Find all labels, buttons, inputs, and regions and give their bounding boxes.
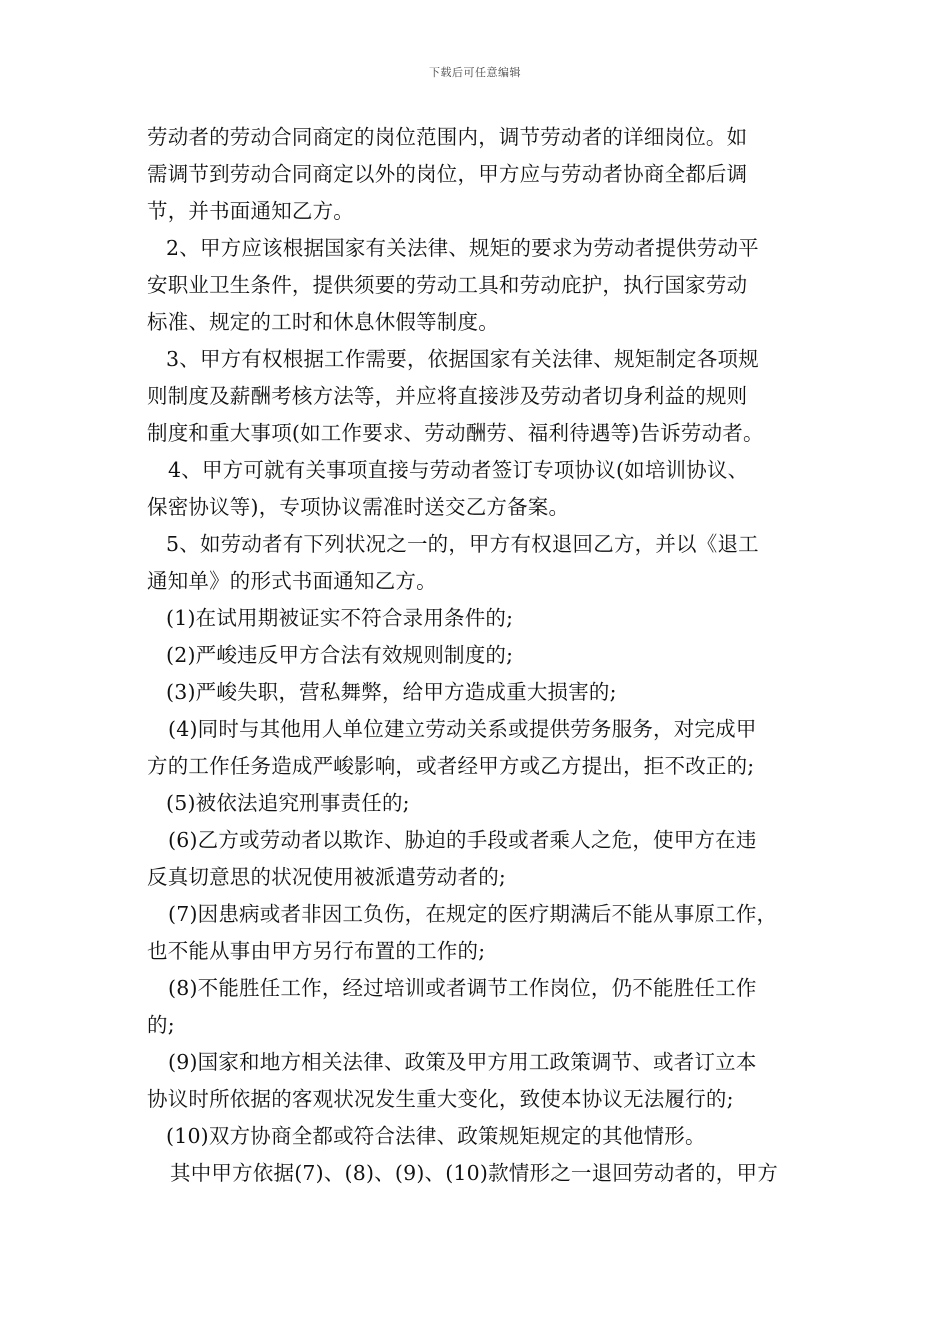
body-line: 劳动者的劳动合同商定的岗位范围内，调节劳动者的详细岗位。如 <box>147 125 748 149</box>
body-line: 保密协议等)，专项协议需准时送交乙方备案。 <box>147 495 570 519</box>
body-line: 方的工作任务造成严峻影响，或者经甲方或乙方提出，拒不改正的; <box>147 754 755 778</box>
body-line: 通知单》的形式书面通知乙方。 <box>147 569 437 593</box>
body-line: 则制度及薪酬考核方法等，并应将直接涉及劳动者切身利益的规则 <box>147 384 748 408</box>
body-line: 节，并书面通知乙方。 <box>147 199 354 223</box>
body-line: 4、甲方可就有关事项直接与劳动者签订专项协议(如培训协议、 <box>168 458 749 482</box>
body-line: (3)严峻失职，营私舞弊，给甲方造成重大损害的; <box>166 680 617 704</box>
body-line: (7)因患病或者非因工负伤，在规定的医疗期满后不能从事原工作， <box>168 902 778 926</box>
body-line: 协议时所依据的客观状况发生重大变化，致使本协议无法履行的; <box>147 1087 734 1111</box>
body-line: (1)在试用期被证实不符合录用条件的; <box>166 606 514 630</box>
body-line: 2、甲方应该根据国家有关法律、规矩的要求为劳动者提供劳动平 <box>166 236 759 260</box>
body-line: (4)同时与其他用人单位建立劳动关系或提供劳务服务，对完成甲 <box>168 717 757 741</box>
body-line: 其中甲方依据(7)、(8)、(9)、(10)款情形之一退回劳动者的，甲方 <box>170 1161 778 1185</box>
body-line: (5)被依法追究刑事责任的; <box>166 791 410 815</box>
body-line: (2)严峻违反甲方合法有效规则制度的; <box>166 643 514 667</box>
body-line: (8)不能胜任工作，经过培训或者调节工作岗位，仍不能胜任工作 <box>168 976 757 1000</box>
body-line: 标准、规定的工时和休息休假等制度。 <box>147 310 499 334</box>
body-line: 需调节到劳动合同商定以外的岗位，甲方应与劳动者协商全都后调 <box>147 162 748 186</box>
page-header: 下载后可任意编辑 <box>429 66 521 79</box>
body-line: 安职业卫生条件，提供须要的劳动工具和劳动庇护，执行国家劳动 <box>147 273 748 297</box>
body-line: 反真切意思的状况使用被派遣劳动者的; <box>147 865 507 889</box>
body-line: 制度和重大事项(如工作要求、劳动酬劳、福利待遇等)告诉劳动者。 <box>147 421 764 445</box>
body-line: (9)国家和地方相关法律、政策及甲方用工政策调节、或者订立本 <box>168 1050 757 1074</box>
body-line: 的; <box>147 1013 175 1037</box>
body-line: 也不能从事由甲方另行布置的工作的; <box>147 939 486 963</box>
body-line: 5、如劳动者有下列状况之一的，甲方有权退回乙方，并以《退工 <box>166 532 759 556</box>
body-line: 3、甲方有权根据工作需要，依据国家有关法律、规矩制定各项规 <box>166 347 759 371</box>
body-line: (6)乙方或劳动者以欺诈、胁迫的手段或者乘人之危，使甲方在违 <box>168 828 757 852</box>
body-line: (10)双方协商全都或符合法律、政策规矩规定的其他情形。 <box>166 1124 706 1148</box>
